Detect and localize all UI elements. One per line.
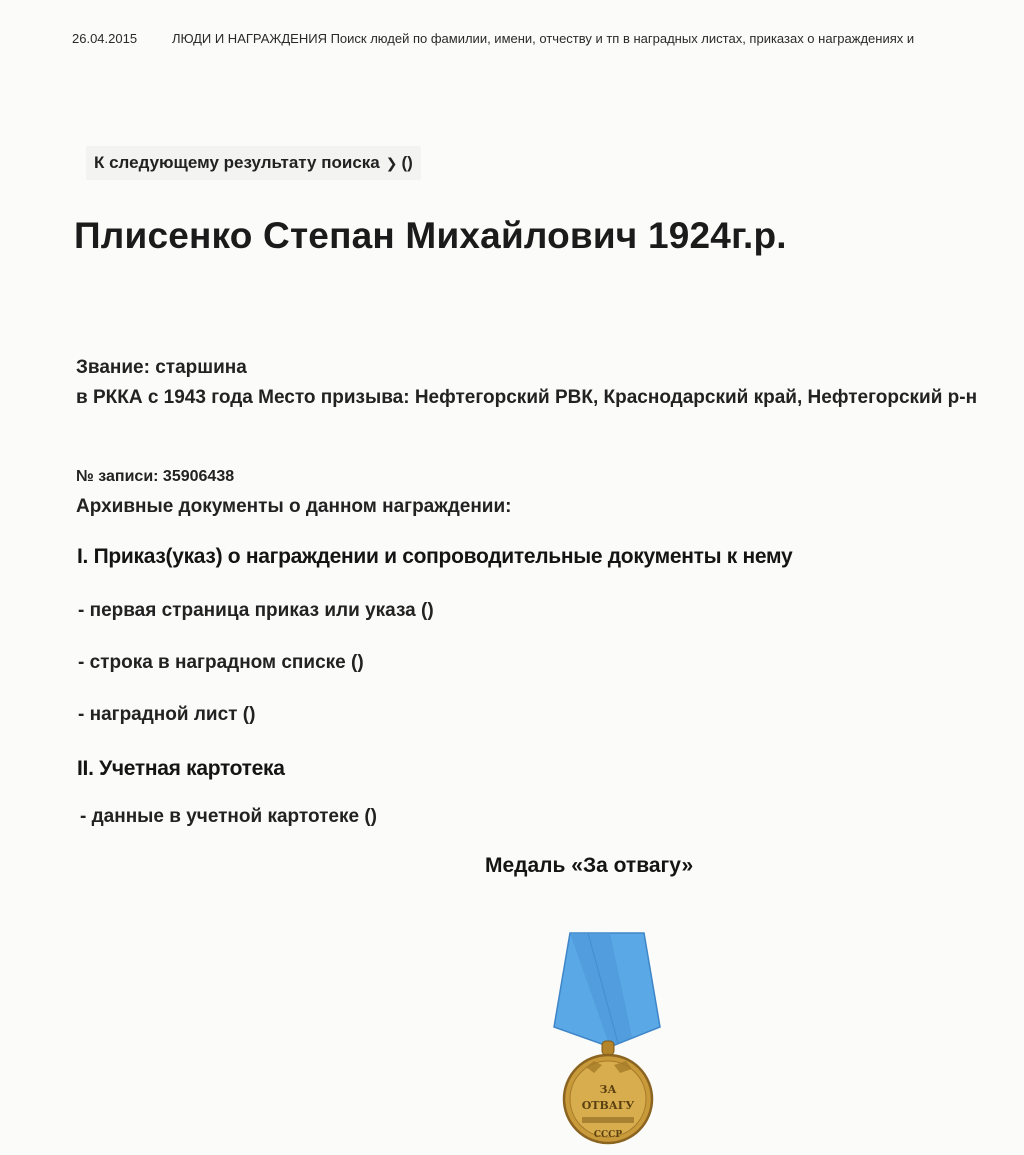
next-result-suffix: (): [401, 153, 413, 172]
person-info: [76, 353, 1006, 413]
medal-inscription-rim: СССР: [593, 1130, 623, 1140]
record-number: № записи: 35906438: [76, 468, 235, 485]
next-result-label: К следующему результату поиска: [94, 153, 380, 172]
award-name: Медаль «За отвагу»: [485, 854, 694, 877]
medal-inscription-top: ЗА: [599, 1083, 617, 1096]
header-text: ЛЮДИ И НАГРАЖДЕНИЯ Поиск людей по фамилии, имени, отчеству и тп в наградных листах, приказах о награждениях и: [172, 31, 915, 46]
section-order-heading: I. Приказ(указ) о награждении и сопроводительные документы к нему: [77, 545, 793, 568]
medal-inscription-bottom: ОТВАГУ: [581, 1099, 635, 1112]
next-result-button[interactable]: [86, 146, 421, 180]
service-line: в РККА с 1943 года Место призыва: Нефтегорский РВК, Краснодарский край, Нефтегорский р-н: [76, 387, 978, 408]
link-card-index-data[interactable]: - данные в учетной картотеке (): [80, 806, 377, 827]
link-order-first-page[interactable]: - первая страница приказ или указа (): [78, 600, 434, 621]
person-name-title: Плисенко Степан Михайлович 1924г.р.: [74, 215, 787, 256]
print-date: 26.04.2015: [72, 31, 138, 46]
section-card-index-heading: II. Учетная картотека: [77, 757, 285, 780]
chevron-right-icon: ❯: [385, 155, 398, 171]
medal-for-courage-image: [548, 915, 666, 1150]
link-award-sheet[interactable]: - наградной лист (): [78, 704, 256, 725]
rank-line: Звание: старшина: [76, 357, 247, 378]
archive-heading: Архивные документы о данном награждении:: [76, 496, 512, 517]
page-header: [72, 31, 1022, 46]
link-award-list-line[interactable]: - строка в наградном списке (): [78, 652, 364, 673]
